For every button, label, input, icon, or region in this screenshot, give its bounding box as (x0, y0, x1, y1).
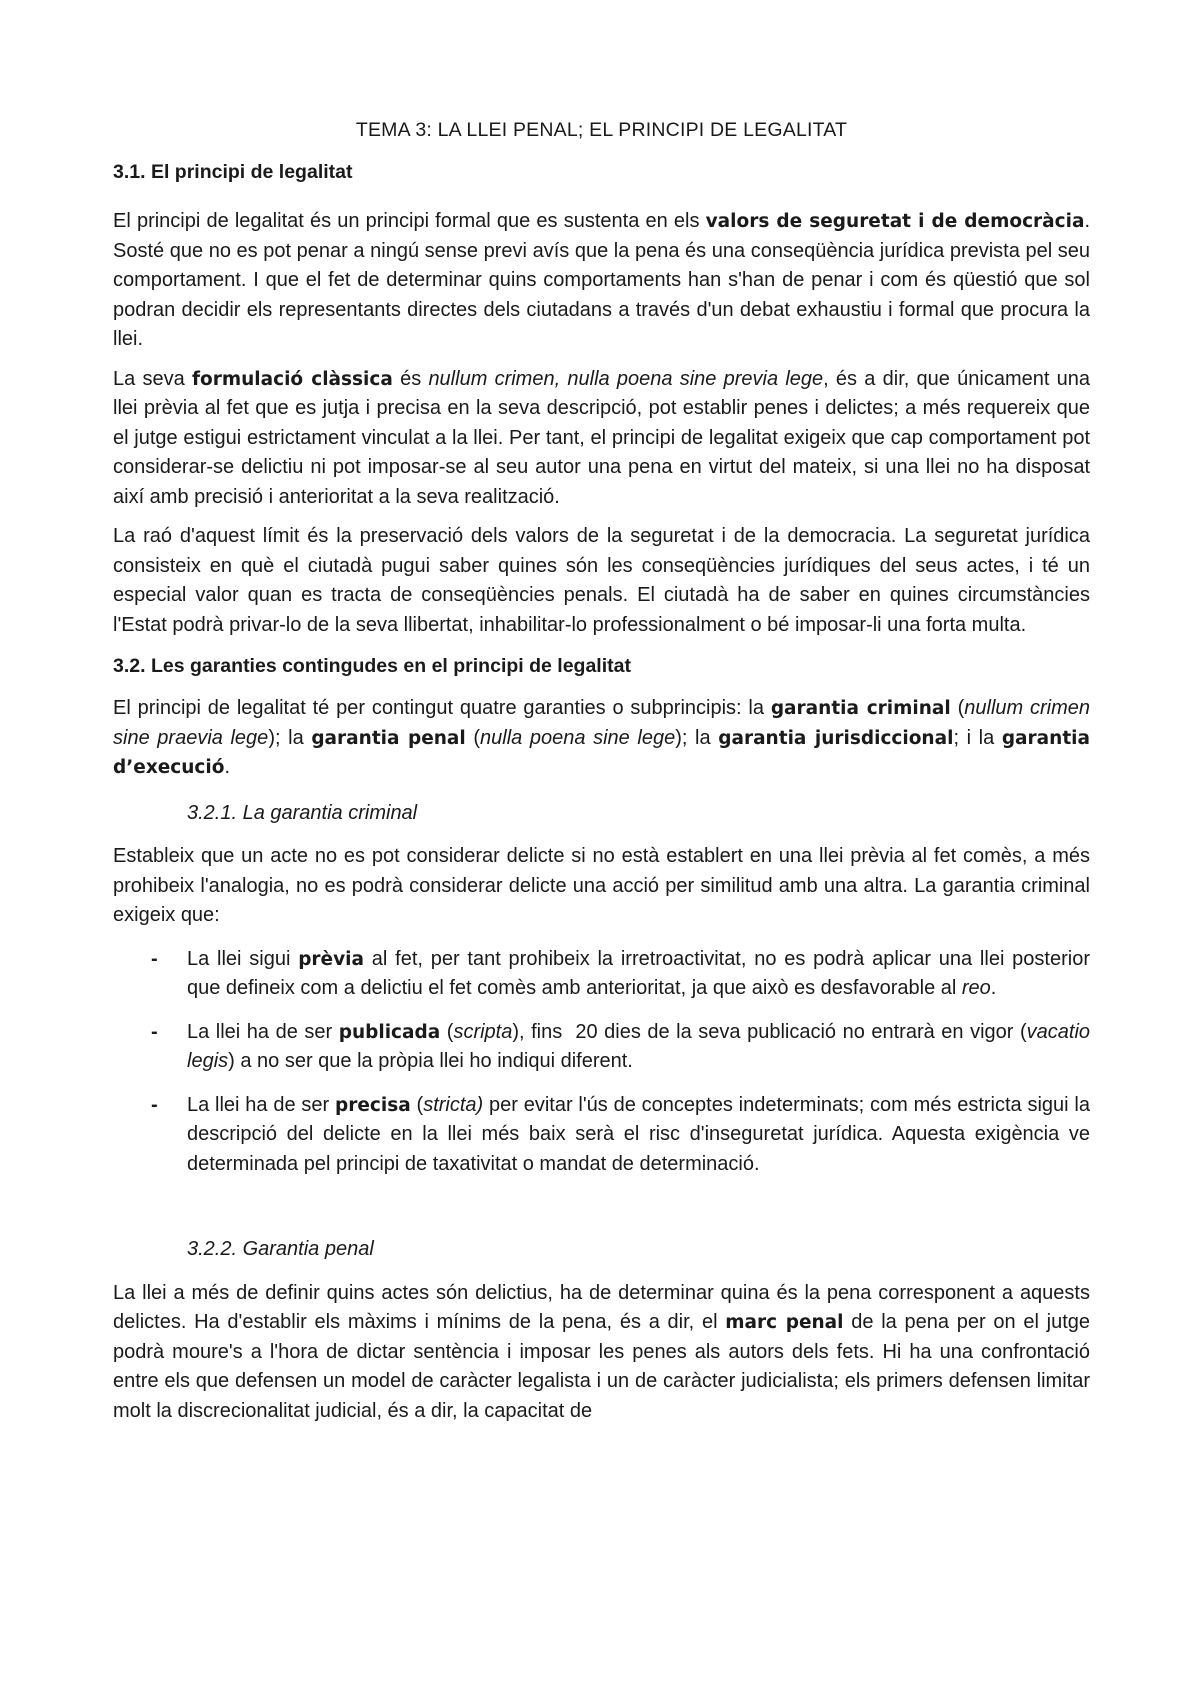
bold-text: valors de seguretat i de democràcia (705, 211, 1085, 232)
text: per evitar l'ús de conceptes indeterminats; com més estricta sigui la descripció del delicte en la llei més baix serà el risc d'inseguretat jurídica. Aquesta exigència ve determinada pel principi de taxativitat o mandat de determinació. (187, 1093, 1090, 1175)
bold-text: garantia penal (311, 727, 466, 749)
text: La llei ha de ser (187, 1093, 335, 1116)
bold-text: formulació clàssica (191, 368, 393, 390)
paragraph (113, 365, 1090, 513)
bullet-marker: - (151, 1020, 158, 1043)
text: . Sosté que no es pot penar a ningú sense previ avís que la pena és una conseqüència jurídica prevista pel seu comportament. I que el fet de determinar quins comportaments han s'han de penar i com és qüestió que sol podran decidir els representants directes dels ciutadans a través d'un debat exhaustiu i formal que procura la llei. (113, 210, 1090, 350)
italic-text: vacatio legis (187, 1020, 1091, 1072)
text: ( (410, 1093, 424, 1116)
list-item (113, 945, 1090, 1004)
italic-text: scripta (453, 1020, 513, 1043)
spacer (113, 1193, 1090, 1219)
bold-text: marc penal (725, 1312, 844, 1333)
italic-text: nullum crimen, nulla poena sine previa lege (428, 367, 824, 390)
bold-text: garantia jurisdiccional (718, 727, 954, 749)
italic-text: nullum crimen sine praevia lege (113, 697, 1091, 749)
paragraph: La raó d'aquest límit és la preservació dels valors de la seguretat i de la democracia. La seguretat jurídica consisteix en què el ciutadà pugui saber quines són les conseqüències jurídiques del seus actes, i té un especial valor quan es tracta de conseqüències penals. El ciutadà ha de saber en quines circumstàncies l'Estat podrà privar-lo de la seva llibertat, inhabilitar-lo professionalment o bé imposar-li una forta multa. (113, 525, 1090, 636)
text: ; i la (953, 726, 1002, 749)
text: El principi de legalitat té per contingut quatre garanties o subprincipis: la (113, 697, 771, 719)
bullet-marker: - (151, 1093, 158, 1116)
section-heading-3-1: 3.1. El principi de legalitat (113, 161, 353, 183)
text: ( (440, 1020, 454, 1043)
text: és (392, 367, 429, 390)
page-title: TEMA 3: LA LLEI PENAL; EL PRINCIPI DE LEGALITAT (355, 119, 848, 141)
italic-text: reo (961, 977, 991, 999)
list-item (113, 1018, 1090, 1077)
bullet-list (113, 945, 1090, 1180)
bold-text: prèvia (298, 948, 364, 970)
text: La seva (113, 367, 192, 390)
bold-text: garantia criminal (770, 698, 951, 719)
text: ), fins 20 dies de la seva publicació no entrarà en vigor ( (512, 1020, 1027, 1043)
text: La llei a més de definir quins actes són delictius, ha de determinar quina és la pena corresponent a aquests delictes. Ha d'establir els màxims i mínims de la pena, és a dir, el (113, 1281, 1090, 1333)
italic-text: nulla poena sine lege (480, 726, 676, 749)
text: de la pena per on el jutge podrà moure's a l'hora de dictar sentència i imposar les penes als autors dels fets. Hi ha una confrontació entre els que defensen un model de caràcter legalista i un de caràcter judicialista; els primers defensen limitar molt la discrecionalitat judicial, és a dir, la capacitat de (113, 1311, 1090, 1422)
italic-text: stricta) (423, 1093, 484, 1116)
bold-text: precisa (335, 1094, 411, 1116)
bold-text: garantia d’execució (113, 727, 1090, 778)
text: ) a no ser que la pròpia llei ho indiqui diferent. (228, 1050, 633, 1072)
text: ( (950, 697, 965, 719)
section-heading-3-2: 3.2. Les garanties contingudes en el principi de legalitat (113, 655, 631, 677)
bold-text: publicada (338, 1021, 441, 1043)
paragraph: Estableix que un acte no es pot considerar delicte si no està establert en una llei prèvia al fet comès, a més prohibeix l'analogia, no es podrà considerar delicte una acció per similitud amb una altra. La garantia criminal exigeix que: (113, 845, 1090, 926)
text: . (990, 977, 997, 999)
text: ( (465, 726, 481, 749)
text: La llei sigui (187, 947, 299, 970)
list-item (113, 1091, 1090, 1180)
text: La llei ha de ser (187, 1020, 339, 1043)
document-page (113, 112, 1090, 1436)
subsection-heading-3-2-2: 3.2.2. Garantia penal (187, 1238, 374, 1260)
text: . (224, 756, 231, 778)
paragraph (113, 1279, 1090, 1427)
paragraph (113, 207, 1090, 355)
text: El principi de legalitat és un principi formal que es sustenta en els (113, 210, 706, 232)
text: , és a dir, que únicament una llei prèvia al fet que es jutja i precisa en la seva descripció, pot establir penes i delictes; a més requereix que el jutge estigui estrictament vinculat a la llei. Per tant, el principi de legalitat exigeix que cap comportament pot considerar-se delictiu ni pot imposar-se al seu autor una pena en virtut del mateix, si una llei no ha disposat així amb precisió i anterioritat a la seva realització. (113, 367, 1091, 508)
bullet-marker: - (151, 947, 158, 970)
subsection-heading-3-2-1: 3.2.1. La garantia criminal (187, 801, 418, 824)
paragraph (113, 694, 1090, 783)
text: ); la (675, 726, 719, 749)
text: al fet, per tant prohibeix la irretroactivitat, no es podrà aplicar una llei posterior que defineix com a delictiu el fet comès amb anterioritat, ja que això es desfavorable al (187, 947, 1090, 999)
text: ); la (268, 726, 312, 749)
